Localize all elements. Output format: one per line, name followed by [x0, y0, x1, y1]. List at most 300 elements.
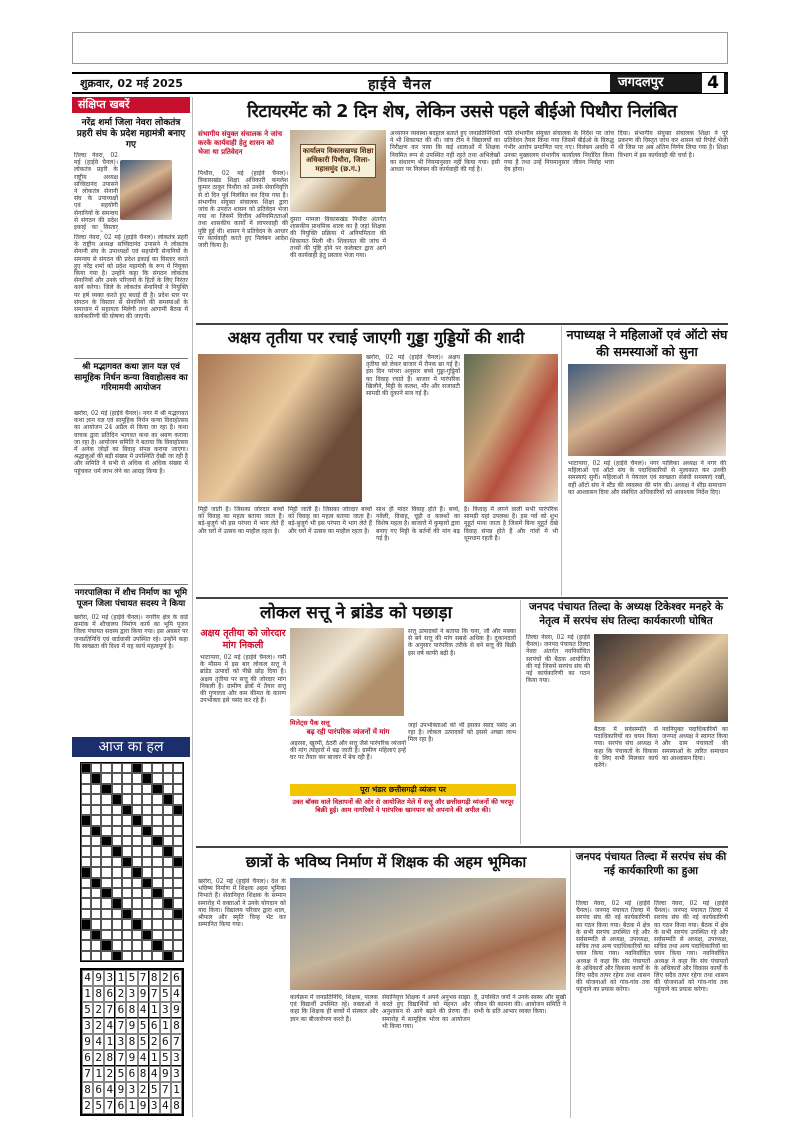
crossword-cell — [122, 836, 132, 846]
divider — [196, 846, 728, 848]
crossword-cell — [142, 857, 152, 867]
sudoku-cell: 7 — [115, 1018, 126, 1034]
crossword-cell — [81, 878, 91, 888]
crossword-cell — [152, 826, 162, 836]
crossword-cell — [142, 784, 152, 794]
sudoku-cell: 1 — [126, 1098, 137, 1114]
crossword-cell — [163, 836, 173, 846]
crossword-cell — [91, 898, 101, 908]
crossword-cell — [91, 930, 101, 940]
lead-text-2: दुसरा मामला विकासखंड पिथौरा अंतर्गत शासकीय प्राथमिक शाला का है जहां शिक्षक की नियुक्ति प्रक्रिया में अनियमितता की शिकायत मिली थी। शिकायत की जांच में तथ्यों की पुष्टि होने पर कलेक्टर द्वारा आगे की कार्यवाही हेतु प्रस्ताव भेजा गया। — [290, 216, 386, 260]
crossword-cell — [81, 773, 91, 783]
sudoku-cell: 6 — [149, 1018, 160, 1034]
crossword-cell — [91, 773, 101, 783]
crossword-cell — [163, 867, 173, 877]
panchayat-text-2: बैठक में सर्वसम्मति से पदाधिकारियों का चयन किया गया। सरपंच संघ अध्यक्ष ने कहा कि पंचायतों के विकास के लिए सभी मिलकर कार्य करेंगे। — [594, 726, 658, 770]
panchayat-headline: जनपद पंचायत तिल्दा के अध्यक्ष टिकेश्वर मनहरे के नेतृत्व में सरपंच संघ तिल्दा कार्यकारणी घोषित — [528, 601, 724, 627]
sudoku-cell: 4 — [138, 1002, 149, 1018]
crossword-cell — [152, 773, 162, 783]
crossword-cell — [132, 867, 142, 877]
sudoku-cell: 6 — [115, 1002, 126, 1018]
sudoku-cell: 1 — [93, 1066, 104, 1082]
sudoku-cell: 5 — [160, 1050, 171, 1066]
women-meeting-photo — [568, 364, 726, 456]
crossword-cell — [163, 763, 173, 773]
teacher-text-2: कार्यक्रम में जनप्रतिनिधि, शिक्षक, पालक एवं विद्यार्थी उपस्थित रहे। वक्ताओं ने कहा कि शिक्षक ही बच्चों में संस्कार और ज्ञान का बीजारोपण करते हैं। — [290, 994, 378, 1023]
sattu-text-3: जहां उपभोक्ताओं को भी इसका स्वाद पसंद आ रहा है। लोकल उत्पादकों को इससे अच्छा लाभ मिल रहा है। — [408, 722, 516, 744]
crossword-cell — [91, 784, 101, 794]
crossword-cell — [132, 940, 142, 950]
crossword-cell — [91, 857, 101, 867]
crossword-cell — [163, 846, 173, 856]
crossword-cell — [132, 857, 142, 867]
crossword-cell — [122, 898, 132, 908]
sattu-subhead: अक्षय तृतीया को जोरदार मांग निकली — [200, 628, 286, 651]
sudoku-cell: 4 — [171, 986, 182, 1002]
crossword-cell — [101, 909, 111, 919]
sattu-headline: लोकल सत्तू ने ब्रांडेड को पछाड़ा — [259, 603, 452, 623]
sudoku-cell: 2 — [93, 1018, 104, 1034]
crossword-cell — [81, 805, 91, 815]
crossword-cell — [173, 951, 183, 961]
crossword-cell — [101, 919, 111, 929]
crossword-cell — [101, 805, 111, 815]
crossword-cell — [122, 867, 132, 877]
crossword-cell — [101, 826, 111, 836]
sudoku-cell: 7 — [82, 1066, 93, 1082]
crossword-cell — [91, 826, 101, 836]
crossword-cell — [173, 805, 183, 815]
sudoku-cell: 2 — [82, 1098, 93, 1114]
office-sign: कार्यालय विकासखण्ड शिक्षा अधिकारी पिथौरा, जिला-महासमुंद (छ.ग.) — [300, 144, 376, 178]
sudoku-cell: 6 — [126, 1066, 137, 1082]
crossword-cell — [173, 867, 183, 877]
sudoku-cell: 4 — [93, 1034, 104, 1050]
sudoku-cell: 6 — [93, 1082, 104, 1098]
sudoku-cell: 1 — [149, 1002, 160, 1018]
sudoku-cell: 4 — [104, 1082, 115, 1098]
sudoku-cell: 6 — [115, 1098, 126, 1114]
panchayat-meeting-photo — [594, 634, 728, 722]
crossword-cell — [163, 930, 173, 940]
crossword-cell — [112, 805, 122, 815]
crossword-cell — [122, 888, 132, 898]
crossword-cell — [112, 763, 122, 773]
top-banner-box — [72, 32, 728, 64]
page-number: 4 — [702, 73, 724, 93]
divider — [196, 597, 728, 599]
crossword-cell — [81, 836, 91, 846]
divider — [74, 584, 188, 585]
sudoku-cell: 5 — [149, 1082, 160, 1098]
doll-text-2: मिट्टी जाती है। जिसका जोरदार बच्चों को विवाह का महत्व बताया जाता है। बड़े-बुजुर्ग भी इस परंपरा में भाग लेते हैं और घरों में उत्सव का माहौल रहता है। — [198, 506, 284, 535]
sudoku-cell: 3 — [171, 1066, 182, 1082]
divider — [74, 358, 188, 359]
crossword-cell — [101, 815, 111, 825]
sudoku-cell: 4 — [138, 1050, 149, 1066]
crossword-cell — [132, 836, 142, 846]
crossword-cell — [152, 888, 162, 898]
teacher-text-3: सेवानिवृत्त शिक्षक ने अपने अनुभव साझा करते हुए विद्यार्थियों को मेहनत और अनुशासन से आगे बढ़ने की प्रेरणा दी। समारोह में सामूहिक भोज का आयोजन भी किया गया। — [382, 994, 470, 1030]
sudoku-cell: 2 — [115, 986, 126, 1002]
sudoku-cell: 5 — [93, 1098, 104, 1114]
crossword-cell — [122, 909, 132, 919]
sudoku-cell: 1 — [149, 1050, 160, 1066]
crossword-cell — [81, 857, 91, 867]
crossword-cell — [91, 846, 101, 856]
crossword-cell — [173, 784, 183, 794]
lead-text-1: पिथौरा, 02 मई (हाईवे चैनल)। विकासखंड शिक्षा अधिकारी कमलेश कुमार ठाकुर पिथौरा को उनके सेवानिवृत्ति से दो दिन पूर्व निलंबित कर दिया गया है। संभागीय संयुक्त संचालक शिक्षा द्वारा जांच के उपरांत शासन को प्रतिवेदन भेजा गया था जिसमें वित्तीय अनियमितताओं तथा शासकीय कार्यों में लापरवाही की पुष्टि हुई थी। शासन ने प्रतिवेदन के आधार पर कार्यवाही करते हुए निलंबन आदेश जारी किया है। — [198, 170, 288, 250]
crossword-cell — [173, 794, 183, 804]
story2-text: खरोरा, 02 मई (हाईवे चैनल)। नगर में श्री मद्भागवत कथा ज्ञान यज्ञ एवं सामूहिक निर्धन कन्या विवाहोत्सव का आयोजन 24 अप्रैल से किया जा रहा है। कथा वाचक द्वारा प्रतिदिन भागवत कथा का श्रवण कराया जा रहा है। आयोजन समिति ने बताया कि विवाहोत्सव में अनेक जोड़ों का विवाह संपन्न कराया जाएगा। श्रद्धालुओं की बड़ी संख्या में उपस्थिति देखी जा रही है और समिति ने सभी से अधिक से अधिक संख्या में पहुंचकर धर्म लाभ लेने का आग्रह किया है। — [74, 410, 188, 475]
crossword-cell — [91, 940, 101, 950]
sattu-strap-head: पूरा भंडार छत्तीसगढ़ी व्यंजन पर — [290, 784, 516, 796]
crossword-cell — [132, 784, 142, 794]
sudoku-cell: 2 — [93, 1050, 104, 1066]
crossword-cell — [132, 763, 142, 773]
crossword-cell — [173, 836, 183, 846]
sudoku-cell: 8 — [93, 986, 104, 1002]
crossword-cell — [163, 878, 173, 888]
sudoku-cell: 8 — [171, 1018, 182, 1034]
crossword-cell — [142, 930, 152, 940]
sudoku-cell: 9 — [126, 1018, 137, 1034]
crossword-cell — [81, 794, 91, 804]
story1-headline: नरेंद्र शर्मा जिला नेवरा लोकतंत्र प्रहरी संघ के प्रदेश महामंत्री बनाए गए — [76, 118, 186, 150]
column-rule — [561, 326, 562, 596]
crossword-cell — [112, 898, 122, 908]
lead-kicker: संभागीय संयुक्त संचालक ने जांच करके कार्यवाही हेतु शासन को भेजा था प्रतिवेदन — [198, 130, 283, 156]
crossword-cell — [81, 888, 91, 898]
crossword-cell — [142, 951, 152, 961]
crossword-cell — [132, 773, 142, 783]
sudoku-cell: 1 — [171, 1082, 182, 1098]
sattu-strap-text: उक्त बॉक्स वाले विज्ञापनों की ओर से आयोजित मेले में सत्तू और छत्तीसगढ़ी व्यंजनों की भरपूर बिक्री हुई। आम नागरिकों ने पारंपरिक खानपान को अपनाने की अपील की। — [292, 798, 514, 814]
office-photo — [290, 130, 386, 212]
sudoku-cell: 9 — [160, 1066, 171, 1082]
sudoku-cell: 9 — [126, 1050, 137, 1066]
crossword-cell — [163, 815, 173, 825]
crossword-cell — [152, 763, 162, 773]
crossword-cell — [122, 857, 132, 867]
sudoku-cell: 2 — [93, 1002, 104, 1018]
sudoku-cell: 6 — [171, 970, 182, 986]
crossword-cell — [163, 826, 173, 836]
crossword-cell — [122, 784, 132, 794]
crossword-cell — [81, 763, 91, 773]
newspaper-name: हाईवे चैनल — [368, 77, 432, 93]
sudoku-cell: 2 — [138, 1082, 149, 1098]
sudoku-cell: 7 — [104, 1098, 115, 1114]
doll-text-2b: मिट्टी जाती है। जिसका जोरदार बच्चों को विवाह का महत्व बताया जाता है। बड़े-बुजुर्ग भी इस परंपरा में भाग लेते हैं और घरों में उत्सव का माहौल रहता है। — [288, 506, 372, 535]
story1-text-a: तिल्दा नेवरा, 02 मई (हाईवे चैनल)। लोकतंत्र प्रहरी के राष्ट्रीय अध्यक्ष सच्चिदानंद उपासने ने लोकतंत्र सेनानी संघ के उपाध्यक्षों एवं सहयोगी सेनानियों के समन्वय से संगठन की प्रदेश इकाई का विस्तार — [74, 152, 118, 232]
sudoku-cell: 5 — [138, 1034, 149, 1050]
women-text: भाटापारा, 02 मई (हाईवे चैनल)। नगर पालिका अध्यक्ष ने नगर की महिलाओं एवं ऑटो संघ के पदाधिकारियों से मुलाकात कर उनकी समस्याएं सुनीं। महिलाओं ने पेयजल एवं स्वच्छता संबंधी समस्याएं रखीं, वहीं ऑटो संघ ने स्टैंड की व्यवस्था की मांग की। अध्यक्ष ने शीघ्र समाधान का आश्वासन दिया और संबंधित अधिकारियों को आवश्यक निर्देश दिए। — [568, 460, 726, 496]
crossword-cell — [122, 930, 132, 940]
crossword-cell — [132, 826, 142, 836]
sudoku-cell: 3 — [115, 1034, 126, 1050]
crossword-cell — [173, 940, 183, 950]
crossword-cell — [142, 867, 152, 877]
crossword-cell — [81, 951, 91, 961]
crossword-cell — [112, 919, 122, 929]
crossword-cell — [112, 909, 122, 919]
sudoku-cell: 8 — [171, 1098, 182, 1114]
sudoku-cell: 8 — [149, 970, 160, 986]
crossword-cell — [112, 815, 122, 825]
crossword-cell — [152, 951, 162, 961]
sudoku-solution-grid — [80, 968, 184, 1116]
puzzle-solution-label: आज का हल — [72, 737, 190, 757]
crossword-cell — [132, 815, 142, 825]
sudoku-cell: 7 — [104, 1002, 115, 1018]
sudoku-cell: 3 — [104, 970, 115, 986]
teacher-text-4: है, उपस्थित जनों ने उनके स्वस्थ और सुखी जीवन की कामना की। आयोजन समिति ने सभी के प्रति आभार व्यक्त किया। — [474, 994, 566, 1016]
sattu-box-text: अइरसा, खुरमी, ठेठरी और सत्तू जैसे पारंपरिक व्यंजनों की मांग त्योहारों में बढ़ जाती है। ग्रामीण महिलाएं इन्हें घर पर तैयार कर बाजार में बेच रही हैं। — [290, 740, 406, 762]
lead-text-5: दिया। संभागीय संयुक्त संचालक शिक्षा ने पूरे प्रकरण की विस्तृत जांच कर शासन को रिपोर्ट भेजी थी जिस पर अब अंतिम निर्णय लिया गया है। शिक्षा विभाग में इस कार्यवाही की चर्चा है। — [618, 130, 728, 159]
sudoku-cell: 4 — [104, 1018, 115, 1034]
sudoku-cell: 4 — [160, 1098, 171, 1114]
lead-headline: रिटायरमेंट को 2 दिन शेष, लेकिन उससे पहले बीईओ पिथौरा निलंबित — [247, 102, 677, 122]
crossword-cell — [142, 794, 152, 804]
crossword-cell — [101, 784, 111, 794]
crossword-cell — [132, 930, 142, 940]
column-rule — [570, 850, 571, 1118]
women-headline: नपाध्यक्ष ने महिलाओं एवं ऑटो संघ की समस्याओं को सुना — [566, 327, 728, 359]
crossword-cell — [163, 888, 173, 898]
crossword-cell — [173, 773, 183, 783]
crossword-cell — [101, 930, 111, 940]
crossword-cell — [122, 794, 132, 804]
crossword-cell — [132, 951, 142, 961]
sudoku-cell: 1 — [115, 970, 126, 986]
crossword-cell — [142, 898, 152, 908]
crossword-cell — [91, 909, 101, 919]
crossword-cell — [112, 826, 122, 836]
story2-headline: श्री मद्भागवत कथा ज्ञान यज्ञ एवं सामूहिक निर्धन कन्या विवाहोत्सव का गरिमामयी आयोजन — [74, 362, 188, 393]
edition-city-label: जगदलपुर — [618, 75, 664, 90]
crossword-cell — [142, 815, 152, 825]
crossword-cell — [132, 794, 142, 804]
crossword-cell — [152, 784, 162, 794]
crossword-cell — [101, 846, 111, 856]
crossword-cell — [163, 919, 173, 929]
crossword-cell — [152, 867, 162, 877]
crossword-cell — [112, 794, 122, 804]
crossword-cell — [132, 878, 142, 888]
doll-text-1: खरोरा, 02 मई (हाईवे चैनल)। अक्षय तृतीया को लेकर बाजार में रौनक छा गई है। इस दिन परंपरा अनुसार बच्चे गुड्डा-गुड्डियों का विवाह रचाते हैं। बाजार में पारंपरिक खिलौने, मिट्टी के कलश, मौर और सजावटी सामग्री की दुकानें सज गई हैं। — [366, 354, 460, 398]
crossword-cell — [142, 773, 152, 783]
crossword-cell — [142, 836, 152, 846]
sudoku-cell: 2 — [160, 970, 171, 986]
crossword-cell — [163, 805, 173, 815]
dolls-market-photo — [198, 354, 362, 502]
crossword-cell — [112, 784, 122, 794]
sudoku-cell: 2 — [104, 1066, 115, 1082]
sudoku-cell: 5 — [138, 1018, 149, 1034]
sudoku-cell: 3 — [82, 1018, 93, 1034]
crossword-cell — [122, 878, 132, 888]
brief-news-label: संक्षिप्त खबरें — [72, 97, 190, 113]
crossword-cell — [122, 826, 132, 836]
issue-date: शुक्रवार, 02 मई 2025 — [80, 77, 183, 90]
crossword-cell — [173, 888, 183, 898]
sattu-text-2: सत्तू उत्पादकों ने बताया कि चना, जौ और मक्का से बने सत्तू की मांग सबसे अधिक है। दुकानदारों के अनुसार पारंपरिक तरीके से बने सत्तू की बिक्री इस वर्ष काफी बढ़ी है। — [408, 628, 516, 657]
crossword-cell — [122, 951, 132, 961]
crossword-cell — [163, 951, 173, 961]
story1-text-b: तिल्दा नेवरा, 02 मई (हाईवे चैनल)। लोकतंत्र प्रहरी के राष्ट्रीय अध्यक्ष सच्चिदानंद उपासने ने लोकतंत्र सेनानी संघ के उपाध्यक्षों एवं सहयोगी सेनानियों के समन्वय से संगठन की प्रदेश इकाई का विस्तार करते हुए नरेंद्र शर्मा को प्रदेश महामंत्री के रूप में नियुक्त किया गया है। उन्होंने कहा कि संगठन लोकतंत्र सेनानियों और उनके परिजनों के हितों के लिए निरंतर कार्य करेगा। जिले के लोकतंत्र सेनानियों ने नियुक्ति पर हर्ष व्यक्त करते हुए बधाई दी है। प्रदेश स्तर पर संगठन के विस्तार से सेनानियों की समस्याओं के समाधान में सहायता मिलेगी तथा आगामी बैठक में कार्यकारिणी की घोषणा की जाएगी। — [74, 234, 188, 321]
sudoku-cell: 7 — [115, 1050, 126, 1066]
crossword-cell — [173, 878, 183, 888]
sudoku-cell: 1 — [82, 986, 93, 1002]
crossword-cell — [91, 805, 101, 815]
sudoku-cell: 6 — [104, 986, 115, 1002]
crossword-cell — [81, 815, 91, 825]
crossword-cell — [101, 794, 111, 804]
sudoku-cell: 5 — [126, 970, 137, 986]
crossword-cell — [81, 930, 91, 940]
sattu-photo-caption: मिलेट्स पैक सत्तू — [290, 719, 330, 727]
crossword-cell — [142, 763, 152, 773]
sarpanch-headline: जनपद पंचायत तिल्दा में सरपंच संघ की नई कार्यकारिणी का हुआ — [575, 851, 727, 877]
crossword-cell — [142, 940, 152, 950]
crossword-cell — [163, 909, 173, 919]
edition-city — [610, 74, 728, 92]
sudoku-cell: 5 — [82, 1002, 93, 1018]
crossword-cell — [152, 794, 162, 804]
crossword-cell — [81, 898, 91, 908]
crossword-solution-grid — [80, 762, 184, 962]
lead-text-3: अध्यापन व्यवस्था बदहाल बताते हुए जनप्रतिनिधियों ने भी शिकायत की थी। जांच टीम ने विद्यालयों का निरीक्षण कर पाया कि कई शालाओं में शिक्षक नियमित रूप से उपस्थित नहीं रहते तथा अभिलेखों का संधारण भी नियमानुसार नहीं किया गया। इसी आधार पर निलंबन की कार्यवाही की गई है। — [390, 130, 500, 174]
crossword-cell — [91, 836, 101, 846]
crossword-cell — [112, 878, 122, 888]
divider — [196, 323, 728, 325]
crossword-cell — [173, 919, 183, 929]
sudoku-cell: 3 — [126, 1082, 137, 1098]
sudoku-cell: 4 — [82, 970, 93, 986]
crossword-cell — [91, 763, 101, 773]
crossword-cell — [163, 940, 173, 950]
crossword-cell — [152, 846, 162, 856]
portrait-photo — [120, 160, 172, 220]
crossword-cell — [142, 826, 152, 836]
doll-headline: अक्षय तृतीया पर रचाई जाएगी गुड्डा गुड्डियों की शादी — [227, 328, 525, 347]
sudoku-cell: 1 — [104, 1034, 115, 1050]
masthead — [72, 72, 728, 94]
sudoku-cell: 3 — [149, 1098, 160, 1114]
crossword-cell — [101, 836, 111, 846]
sudoku-cell: 5 — [160, 986, 171, 1002]
crossword-cell — [81, 919, 91, 929]
crossword-cell — [152, 919, 162, 929]
sattu-box-head: बढ़ रही पारंपरिक व्यंजनों में मांग — [306, 728, 390, 736]
sudoku-cell: 3 — [126, 986, 137, 1002]
crossword-cell — [163, 794, 173, 804]
crossword-cell — [152, 930, 162, 940]
panchayat-text-1: तिल्दा नेवरा, 02 मई (हाईवे चैनल)। जनपद पंचायत तिल्दा नेवरा अंतर्गत नवनिर्वाचित सरपंचों की बैठक आयोजित की गई जिसमें सरपंच संघ की नई कार्यकारिणी का गठन किया गया। — [526, 634, 590, 685]
crossword-cell — [173, 826, 183, 836]
sudoku-cell: 3 — [171, 1050, 182, 1066]
sudoku-cell: 7 — [149, 986, 160, 1002]
lead-text-4: पति संभागीय संयुक्त संचालक के निर्देश पर जांच प्रतिवेदन तैयार किया गया जिसमें बीईओ के विरुद्ध गंभीर आरोप प्रमाणित पाए गए। निलंबन अवधि में उनका मुख्यालय संभागीय कार्यालय निर्धारित किया गया है तथा उन्हें नियमानुसार जीवन निर्वाह भत्ता देय होगा। — [504, 130, 614, 174]
crossword-cell — [142, 919, 152, 929]
crossword-cell — [152, 805, 162, 815]
crossword-cell — [122, 919, 132, 929]
crossword-cell — [112, 951, 122, 961]
crossword-cell — [91, 867, 101, 877]
sudoku-cell: 2 — [149, 1034, 160, 1050]
crossword-cell — [142, 878, 152, 888]
sarpanch-text-2: तिल्दा नेवरा, 02 मई (हाईवे चैनल)। जनपद पंचायत तिल्दा में सरपंच संघ की नई कार्यकारिणी का गठन किया गया। बैठक में क्षेत्र के सभी सरपंच उपस्थित रहे और सर्वसम्मति से अध्यक्ष, उपाध्यक्ष, सचिव तथा अन्य पदाधिकारियों का चयन किया गया। नवनिर्वाचित अध्यक्ष ने कहा कि संघ पंचायतों के अधिकारों और विकास कार्यों के लिए सदैव तत्पर रहेगा तथा शासन की योजनाओं को गांव-गांव तक पहुंचाने का प्रयास करेगा। — [654, 900, 728, 994]
crossword-cell — [132, 805, 142, 815]
sudoku-cell: 8 — [126, 1034, 137, 1050]
crossword-cell — [142, 909, 152, 919]
sudoku-cell: 9 — [138, 1098, 149, 1114]
crossword-cell — [122, 773, 132, 783]
dolls-photo-2 — [464, 354, 558, 502]
crossword-cell — [163, 857, 173, 867]
sudoku-cell: 9 — [138, 986, 149, 1002]
sudoku-cell: 7 — [160, 1082, 171, 1098]
crossword-cell — [152, 836, 162, 846]
crossword-cell — [142, 888, 152, 898]
sudoku-cell: 1 — [160, 1018, 171, 1034]
sudoku-cell: 9 — [93, 970, 104, 986]
crossword-cell — [81, 909, 91, 919]
crossword-cell — [81, 826, 91, 836]
sudoku-cell: 7 — [171, 1034, 182, 1050]
doll-text-4: है। किवाह में लगने वाली सभी पारंपरिक सामग्री यहां उपलब्ध है। इस पर्व को शुभ मुहूर्त माना जाता है जिसमें बिना मुहूर्त देखे विवाह संपन्न होते हैं और गांवों में भी धूमधाम रहती है। — [464, 506, 558, 542]
sudoku-cell: 7 — [138, 970, 149, 986]
panchayat-text-3: नवनियुक्त पदाधिकारियों का जनपद अध्यक्ष ने स्वागत किया और ग्राम पंचायतों की समस्याओं के त्वरित समाधान का आश्वासन दिया। — [662, 726, 728, 762]
crossword-cell — [173, 846, 183, 856]
crossword-cell — [81, 846, 91, 856]
crossword-cell — [112, 867, 122, 877]
story3-text: खरोरा, 02 मई (हाईवे चैनल)। नगरीय क्षेत्र के वार्ड क्रमांक में शौचालय निर्माण कार्य का भूमि पूजन जिला पंचायत सदस्य द्वारा किया गया। इस अवसर पर जनप्रतिनिधि एवं वार्डवासी उपस्थित रहे। उन्होंने कहा कि स्वच्छता की दिशा में यह कार्य महत्वपूर्ण है। — [74, 614, 188, 650]
crossword-cell — [101, 878, 111, 888]
crossword-cell — [101, 888, 111, 898]
sudoku-cell: 4 — [149, 1066, 160, 1082]
sudoku-cell: 8 — [138, 1066, 149, 1082]
crossword-cell — [81, 867, 91, 877]
crossword-cell — [112, 857, 122, 867]
crossword-cell — [122, 805, 132, 815]
crossword-cell — [91, 919, 101, 929]
sudoku-cell: 8 — [82, 1082, 93, 1098]
crossword-cell — [152, 878, 162, 888]
crossword-cell — [132, 846, 142, 856]
crossword-cell — [101, 951, 111, 961]
sudoku-cell: 8 — [126, 1002, 137, 1018]
crossword-cell — [112, 888, 122, 898]
crossword-cell — [81, 784, 91, 794]
crossword-cell — [112, 930, 122, 940]
crossword-cell — [91, 815, 101, 825]
crossword-cell — [142, 805, 152, 815]
crossword-cell — [132, 919, 142, 929]
column-rule — [192, 97, 193, 1117]
crossword-cell — [173, 815, 183, 825]
story3-headline: नगरपालिका में शौच निर्माण का भूमि पूजन जिला पंचायत सदस्य ने किया — [74, 588, 188, 609]
crossword-cell — [132, 888, 142, 898]
crossword-cell — [152, 909, 162, 919]
crossword-cell — [142, 846, 152, 856]
sudoku-cell: 8 — [104, 1050, 115, 1066]
crossword-cell — [132, 909, 142, 919]
teacher-headline: छात्रों के भविष्य निर्माण में शिक्षक की अहम भूमिका — [245, 853, 527, 871]
sudoku-cell: 9 — [171, 1002, 182, 1018]
crossword-cell — [122, 846, 132, 856]
